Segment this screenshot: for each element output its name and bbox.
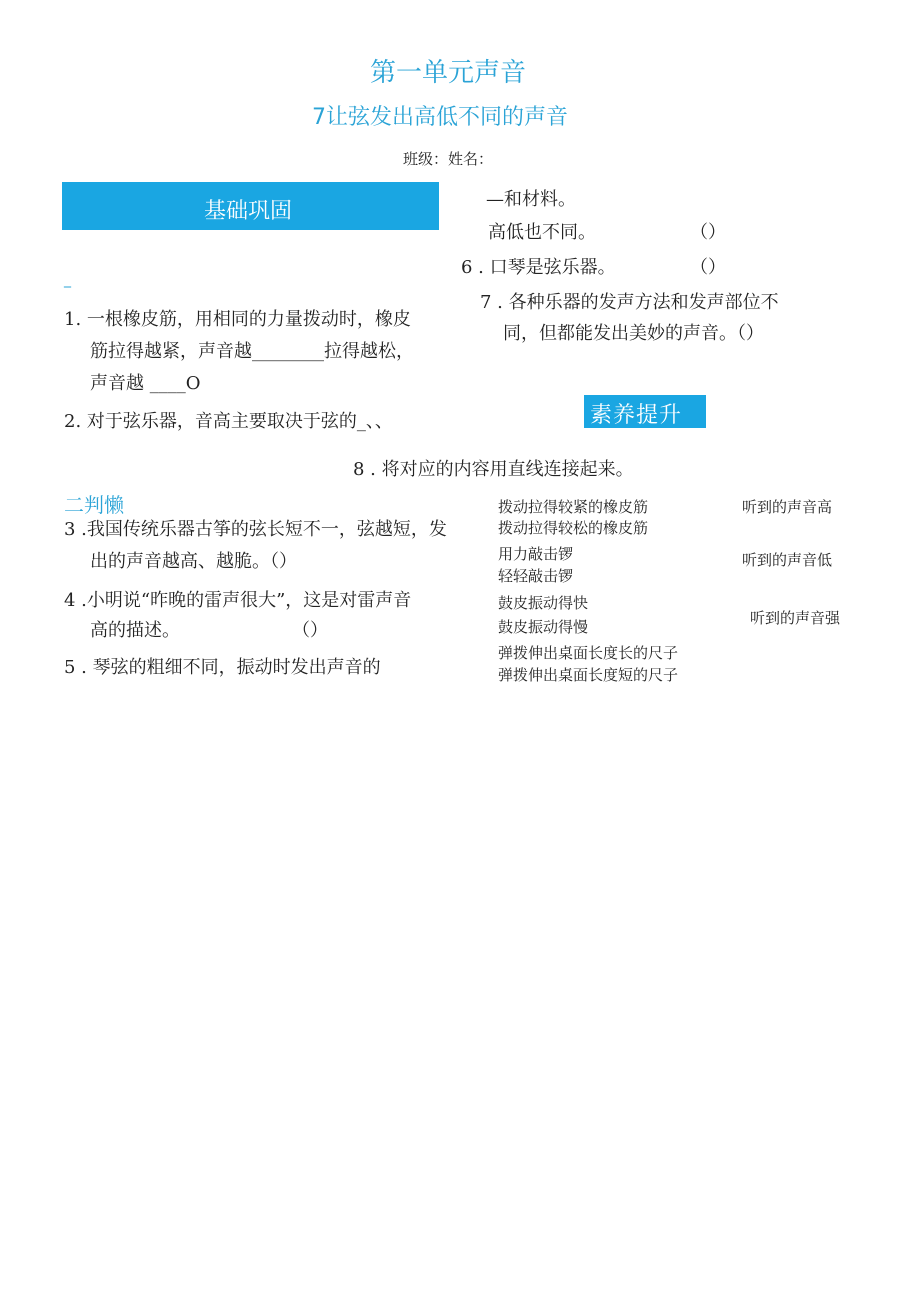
match-left-item: 轻轻敲击锣	[498, 567, 574, 585]
question-1-line-2: 筋拉得越紧，声音越________拉得越松，	[90, 341, 414, 362]
question-3-line-1: 3 .我国传统乐器古筝的弦长短不一，弦越短，发	[64, 519, 447, 540]
question-4-line-2: 高的描述。	[90, 620, 180, 641]
match-right-item: 听到的声音高	[742, 498, 833, 516]
page-title: 第一单元声音	[370, 58, 527, 88]
section-badge-improve	[584, 395, 706, 428]
question-4-line-1: 4 .小明说“昨晚的雷声很大”，这是对雷声音	[64, 590, 412, 611]
question-3-line-2: 出的声音越高、越脆。（）	[90, 551, 297, 572]
match-left-item: 弹拨伸出桌面长度短的尺子	[498, 666, 679, 684]
question-4-answer-paren: （）	[292, 620, 328, 641]
match-left-item: 弹拨伸出桌面长度长的尺子	[498, 644, 679, 662]
question-1-line-3: 声音越 ____O	[90, 373, 201, 394]
section-badge-label: 素养提升	[590, 403, 683, 428]
section-judgement-title: 二判懒	[64, 493, 124, 517]
question-5-line-1: 5 . 琴弦的粗细不同，振动时发出声音的	[64, 657, 381, 678]
match-right-item: 听到的声音强	[750, 609, 841, 627]
question-5-cont-line-2: 高低也不同。	[488, 222, 596, 243]
question-7-line-1: 7 . 各种乐器的发声方法和发声部位不	[480, 292, 779, 313]
section-mark: _	[64, 272, 71, 288]
question-7-line-2: 同，但都能发出美妙的声音。（）	[503, 323, 764, 344]
match-left-item: 鼓皮振动得快	[498, 594, 589, 612]
question-6-answer-paren: （）	[690, 257, 726, 278]
match-left-item: 拨动拉得较松的橡皮筋	[498, 519, 649, 537]
question-5-answer-paren: （）	[690, 222, 726, 243]
question-8-text: 8 . 将对应的内容用直线连接起来。	[353, 459, 634, 480]
match-left-item: 用力敲击锣	[498, 545, 574, 563]
match-left-item: 鼓皮振动得慢	[498, 618, 589, 636]
question-6-text: 6 . 口琴是弦乐器。	[461, 257, 616, 278]
section-banner-basic	[62, 182, 439, 230]
match-right-item: 听到的声音低	[742, 551, 833, 569]
section-banner-label: 基础巩固	[204, 199, 293, 224]
question-5-cont-line-1: —和材料。	[486, 189, 576, 210]
match-left-item: 拨动拉得较紧的橡皮筋	[498, 498, 649, 516]
lesson-subtitle: 7让弦发出高低不同的声音	[312, 105, 568, 130]
question-2-line-1: 2. 对于弦乐器，音高主要取决于弦的_、、	[64, 411, 393, 432]
question-1-line-1: 1. 一根橡皮筋，用相同的力量拨动时，橡皮	[64, 309, 411, 330]
class-name-line: 班级：姓名：	[403, 150, 494, 168]
